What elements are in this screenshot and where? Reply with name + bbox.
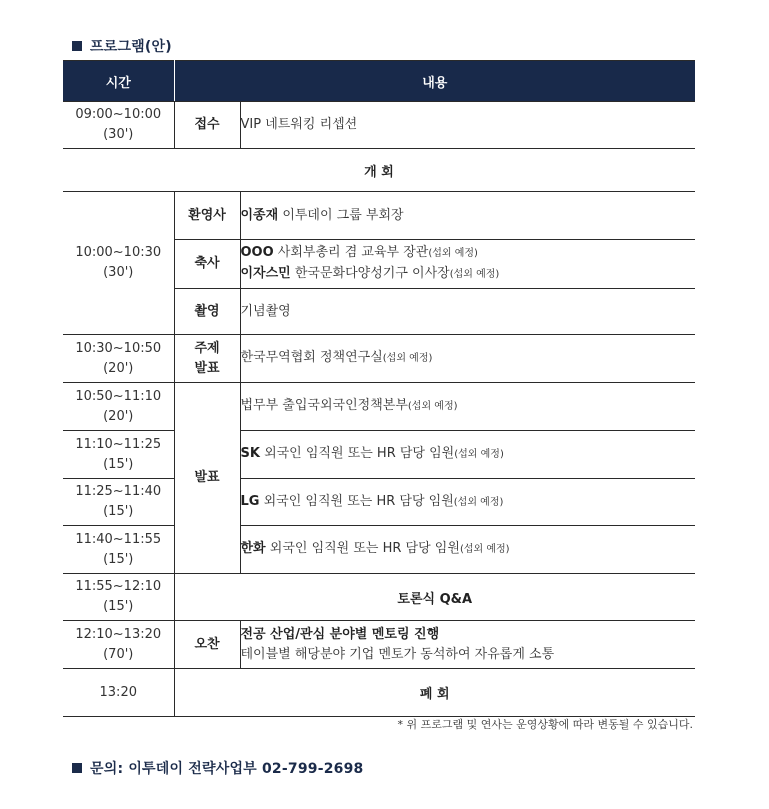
type-cell: 환영사 [174,192,240,240]
table-header-row [63,61,695,102]
table-row [63,335,695,383]
type-cell: 오찬 [174,621,240,669]
header-time: 시간 [63,61,174,102]
program-title [72,36,172,56]
header-content: 내용 [174,61,695,102]
table-row [63,621,695,669]
table-row [63,102,695,149]
desc-cell: LG 외국인 임직원 또는 HR 담당 임원(섭외 예정) [240,479,695,526]
program-title-text: 프로그램(안) [90,39,172,55]
type-cell: 접수 [174,102,240,149]
type-cell: 발표 [174,383,240,574]
desc-cell: 법무부 출입국외국인정책본부(섭외 예정) [240,383,695,431]
type-cell: 주제 발표 [174,335,240,383]
closing-cell: 폐 회 [174,669,695,717]
square-bullet-icon [72,41,82,51]
time-cell: 10:50~11:10 (20') [63,383,174,431]
desc-cell: 이종재 이투데이 그룹 부회장 [240,192,695,240]
time-cell: 11:10~11:25 (15') [63,431,174,479]
table-row [63,574,695,621]
time-cell: 13:20 [63,669,174,717]
time-cell: 09:00~10:00 (30') [63,102,174,149]
contact-text: 문의: 이투데이 전략사업부 02-799-2698 [90,761,364,777]
desc-cell: 한국무역협회 정책연구실(섭외 예정) [240,335,695,383]
table-row [63,192,695,240]
opening-cell: 개 회 [63,149,695,192]
type-cell: 촬영 [174,289,240,335]
desc-cell: VIP 네트워킹 리셉션 [240,102,695,149]
time-cell: 11:25~11:40 (15') [63,479,174,526]
table-row [63,526,695,574]
table-row [63,149,695,192]
type-cell: 축사 [174,240,240,289]
time-cell: 11:40~11:55 (15') [63,526,174,574]
time-cell: 10:30~10:50 (20') [63,335,174,383]
qa-cell: 토론식 Q&A [174,574,695,621]
square-bullet-icon [72,763,82,773]
table-row [63,479,695,526]
schedule-table [63,60,695,717]
table-row [63,431,695,479]
desc-cell: SK 외국인 임직원 또는 HR 담당 임원(섭외 예정) [240,431,695,479]
desc-cell: 한화 외국인 임직원 또는 HR 담당 임원(섭외 예정) [240,526,695,574]
desc-cell: OOO 사회부총리 겸 교육부 장관(섭외 예정) 이자스민 한국문화다양성기구 이사장(섭외 예정) [240,240,695,289]
table-row [63,669,695,717]
time-cell: 10:00~10:30 (30') [63,192,174,335]
desc-cell: 전공 산업/관심 분야별 멘토링 진행 테이블별 해당분야 기업 멘토가 동석하여 자유롭게 소통 [240,621,695,669]
footnote: * 위 프로그램 및 연사는 운영상황에 따라 변동될 수 있습니다. [397,718,693,731]
contact-info [72,758,363,778]
table-row [63,383,695,431]
time-cell: 12:10~13:20 (70') [63,621,174,669]
time-cell: 11:55~12:10 (15') [63,574,174,621]
desc-cell: 기념촬영 [240,289,695,335]
